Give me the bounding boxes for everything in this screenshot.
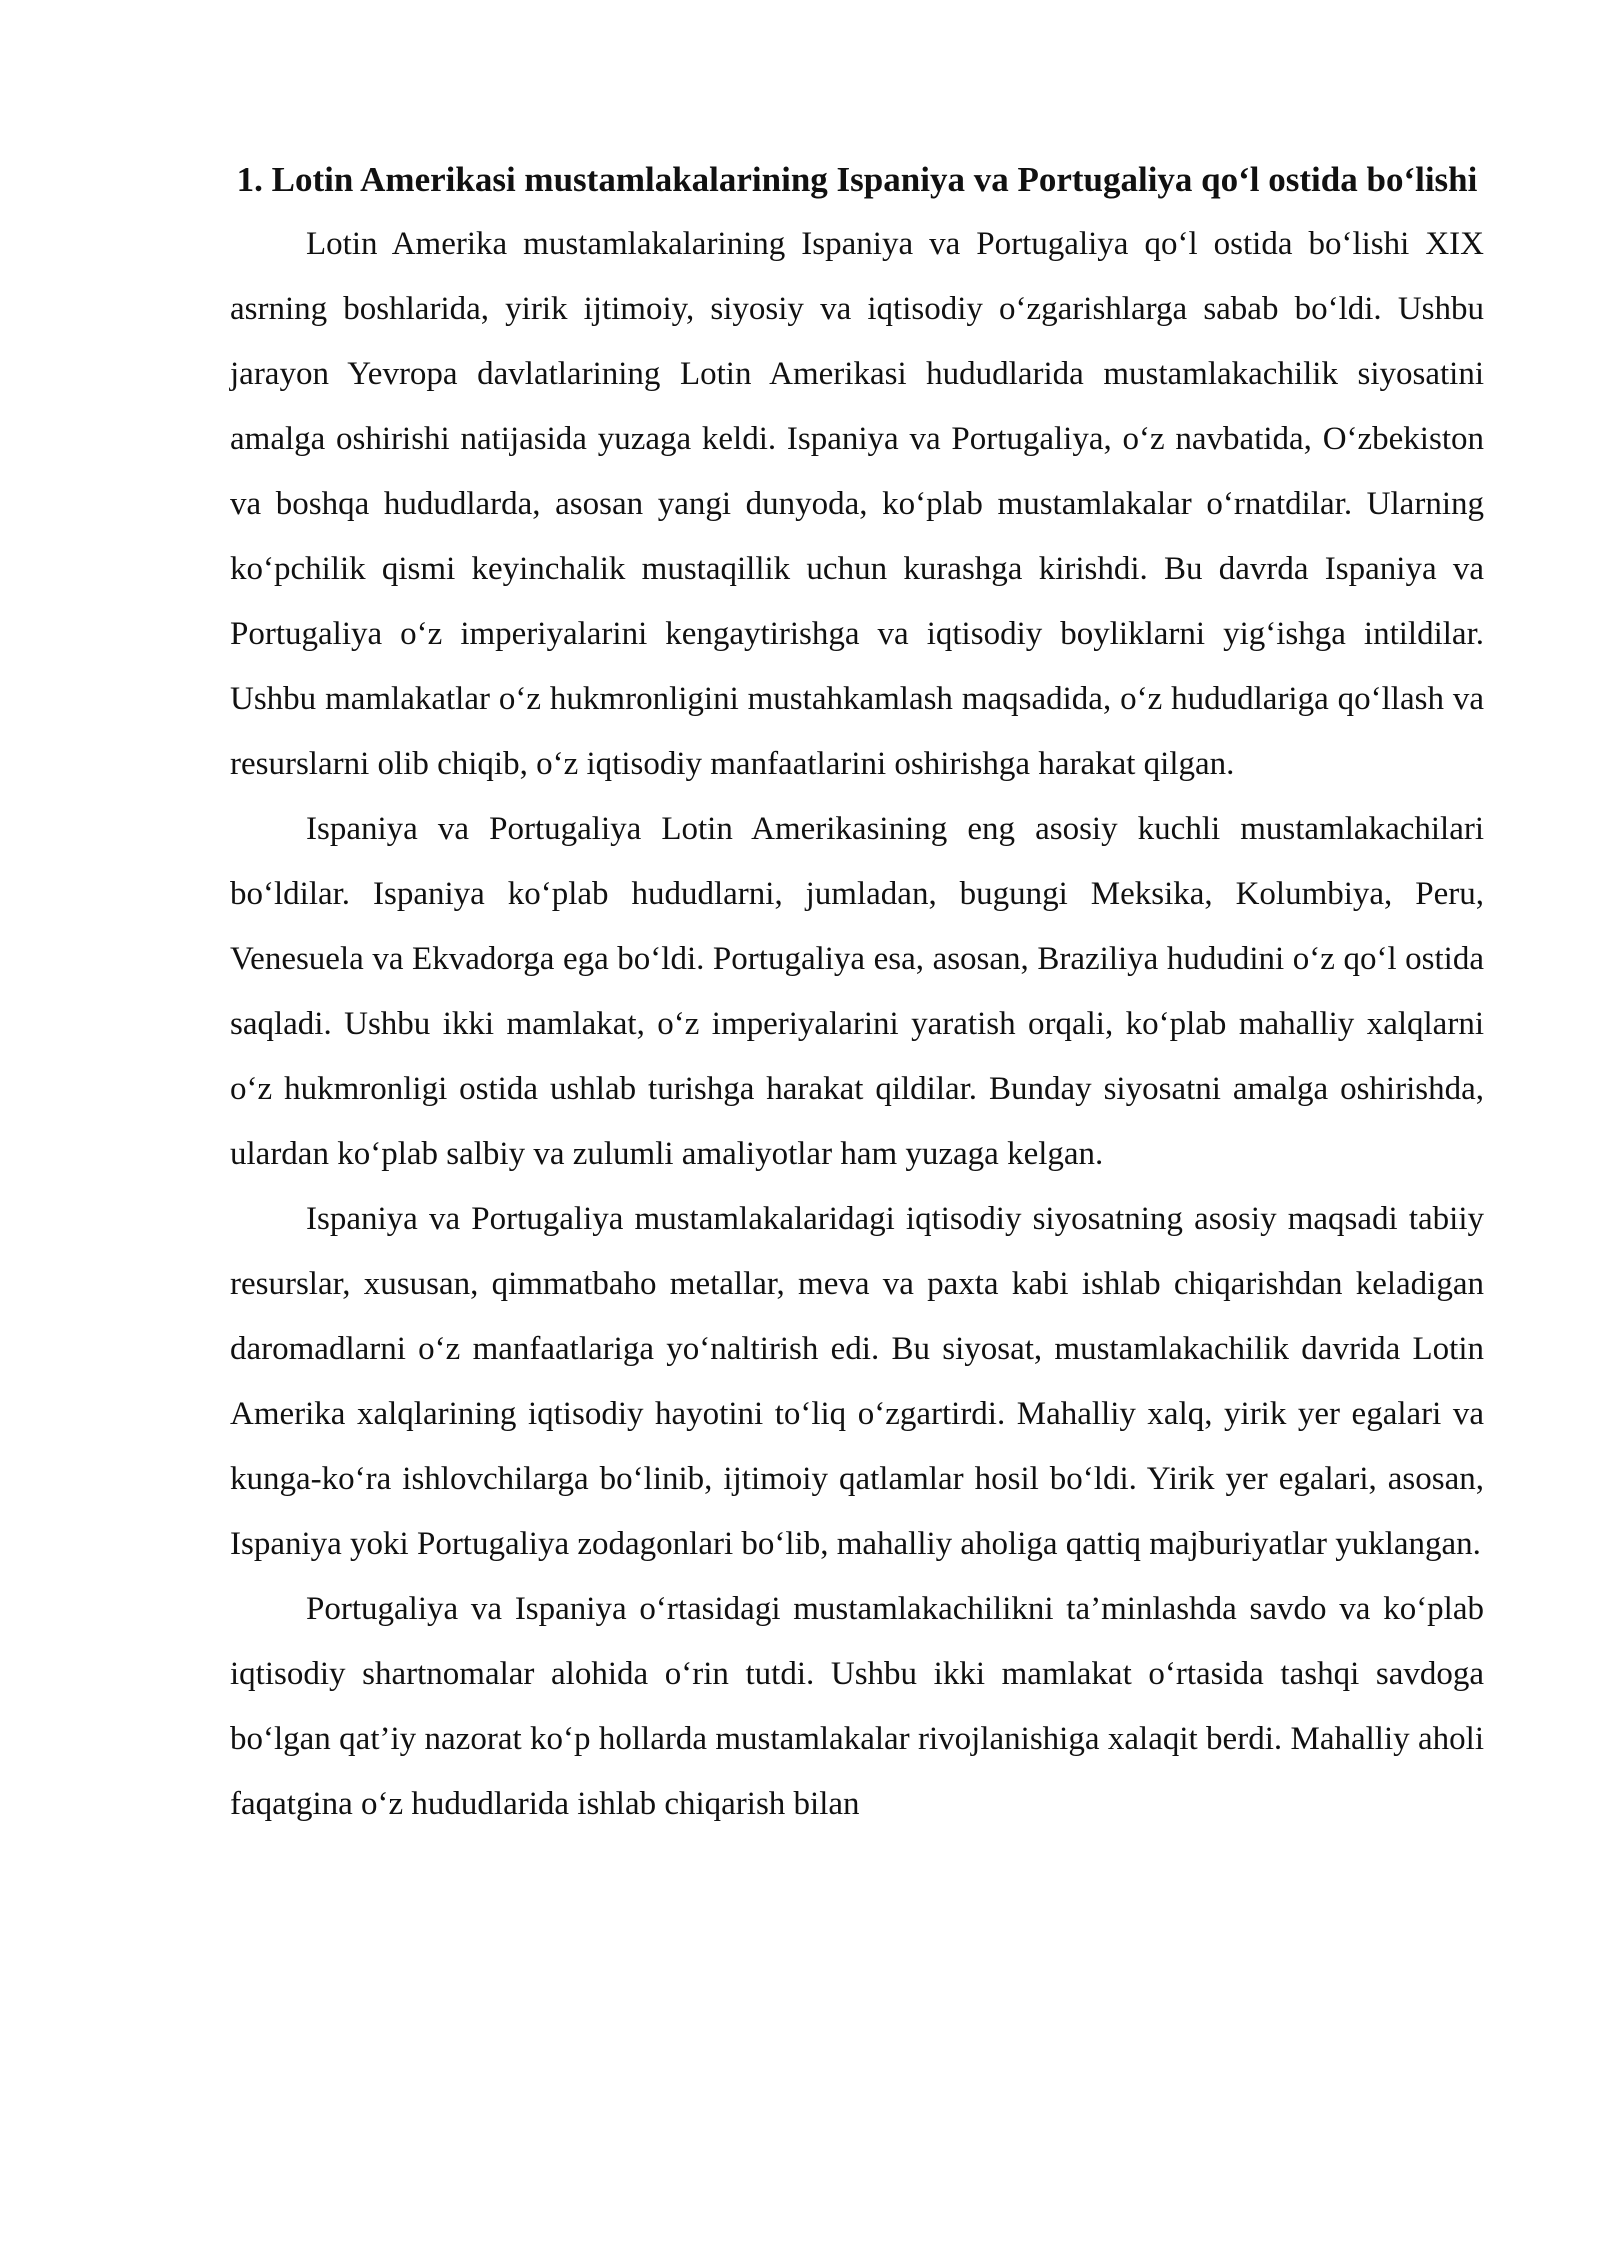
paragraph-3: Ispaniya va Portugaliya mustamlakalaridagi iqtisodiy siyosatning asosiy maqsadi tabiiy resurslar, xususan, qimmatbaho metallar, meva va paxta kabi ishlab chiqarishdan keladigan daromadlarni o‘z manfaatlariga yo‘naltirish edi. Bu siyosat, mustamlakachilik davrida Lotin Amerika xalqlarining iqtisodiy hayotini to‘liq o‘zgartirdi. Mahalliy xalq, yirik yer egalari va kunga-ko‘ra ishlovchilarga bo‘linib, ijtimoiy qatlamlar hosil bo‘ldi. Yirik yer egalari, asosan, Ispaniya yoki Portugaliya zodagonlari bo‘lib, mahalliy aholiga qattiq majburiyatlar yuklangan.: [230, 1201, 1484, 1562]
paragraph-4: Portugaliya va Ispaniya o‘rtasidagi mustamlakachilikni ta’minlashda savdo va ko‘plab iqtisodiy shartnomalar alohida o‘rin tutdi. Ushbu ikki mamlakat o‘rtasida tashqi savdoga bo‘lgan qat’iy nazorat ko‘p hollarda mustamlakalar rivojlanishiga xalaqit berdi. Mahalliy aholi faqatgina o‘z hududlarida ishlab chiqarish bilan: [230, 1591, 1484, 1822]
page-title: 1. Lotin Amerikasi mustamlakalarining Ispaniya va Portugaliya qo‘l ostida bo‘lishi: [236, 160, 1478, 199]
paragraph-2: Ispaniya va Portugaliya Lotin Amerikasining eng asosiy kuchli mustamlakachilari bo‘ldilar. Ispaniya ko‘plab hududlarni, jumladan, bugungi Meksika, Kolumbiya, Peru, Venesuela va Ekvadorga ega bo‘ldi. Portugaliya esa, asosan, Braziliya hududini o‘z qo‘l ostida saqladi. Ushbu ikki mamlakat, o‘z imperiyalarini yaratish orqali, ko‘plab mahalliy xalqlarni o‘z hukmronligi ostida ushlab turishga harakat qildilar. Bunday siyosatni amalga oshirishda, ulardan ko‘plab salbiy va zulumli amaliyotlar ham yuzaga kelgan.: [230, 811, 1484, 1172]
document-page: [230, 148, 1484, 1837]
paragraph-1: Lotin Amerika mustamlakalarining Ispaniya va Portugaliya qo‘l ostida bo‘lishi XIX asrning boshlarida, yirik ijtimoiy, siyosiy va iqtisodiy o‘zgarishlarga sabab bo‘ldi. Ushbu jarayon Yevropa davlatlarining Lotin Amerikasi hududlarida mustamlakachilik siyosatini amalga oshirishi natijasida yuzaga keldi. Ispaniya va Portugaliya, o‘z navbatida, O‘zbekiston va boshqa hududlarda, asosan yangi dunyoda, ko‘plab mustamlakalar o‘rnatdilar. Ularning ko‘pchilik qismi keyinchalik mustaqillik uchun kurashga kirishdi. Bu davrda Ispaniya va Portugaliya o‘z imperiyalarini kengaytirishga va iqtisodiy boyliklarni yig‘ishga intildilar. Ushbu mamlakatlar o‘z hukmronligini mustahkamlash maqsadida, o‘z hududlariga qo‘llash va resurslarni olib chiqib, o‘z iqtisodiy manfaatlarini oshirishga harakat qilgan.: [230, 226, 1484, 782]
